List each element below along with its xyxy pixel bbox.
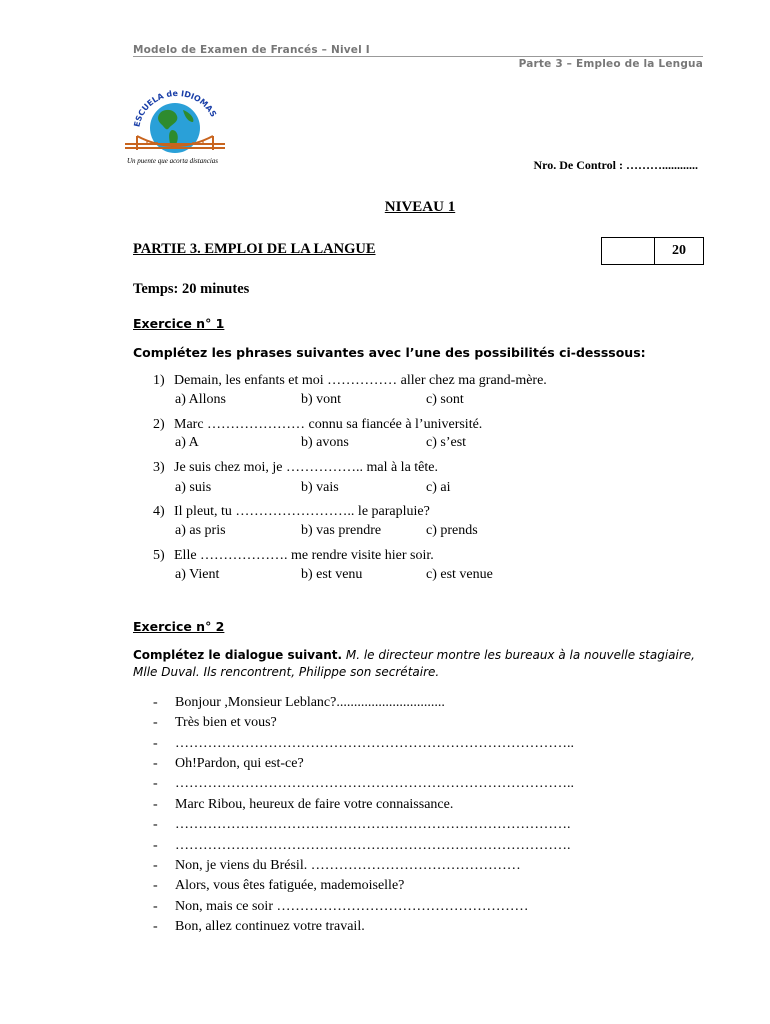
exercise-2-title: Exercice n° 2	[133, 619, 225, 634]
globe-bridge-icon	[117, 86, 233, 166]
question-number: 4)	[153, 504, 165, 519]
question-text: Il pleut, tu …………………….. le parapluie?	[174, 504, 430, 519]
option-b: b) vas prendre	[301, 523, 382, 538]
option-b: b) avons	[301, 435, 349, 450]
header-right: Parte 3 – Empleo de la Lengua	[518, 58, 703, 70]
question-number: 1)	[153, 373, 165, 388]
question-number: 2)	[153, 417, 165, 432]
school-logo	[117, 86, 233, 166]
score-box	[601, 237, 704, 265]
option-c: c) sont	[426, 392, 464, 407]
score-value: 20	[672, 243, 686, 258]
question-text: Demain, les enfants et moi …………… aller chez ma grand-mère.	[174, 373, 547, 388]
logo-tagline: Un puente que acorta distancias	[127, 157, 218, 165]
option-c: c) est venue	[426, 567, 493, 582]
section-title: PARTIE 3. EMPLOI DE LA LANGUE	[133, 241, 376, 257]
option-a: a) Vient	[175, 567, 220, 582]
logo-arc-text: ESCUELA de IDIOMAS	[132, 88, 219, 128]
exercise-1-instruction: Complétez les phrases suivantes avec l’une des possibilités ci-desssous:	[133, 345, 646, 360]
option-a: a) A	[175, 435, 199, 450]
instruction-bold: Complétez le dialogue suivant.	[133, 648, 343, 662]
option-a: a) Allons	[175, 392, 226, 407]
option-c: c) ai	[426, 480, 451, 495]
question-text: Marc ………………… connu sa fiancée à l’université.	[174, 417, 483, 432]
instruction-italic: M. le directeur montre les bureaux à la nouvelle stagiaire, Mlle Duval. Ils rencontrent, Philippe son secrétaire.	[133, 648, 695, 679]
exam-page: Modelo de Examen de Francés – Nivel I Parte 3 – Empleo de la Lengua ESCUELA de IDIOMAS Un puente que acorta distancias Nro. De Control : ………............ NIVEAU 1 PARTIE 3. EMPLOI DE LA LANGUE 20 Temps: 20 minutes Exercice n° 1 Complétez les phrases suivantes avec l’une des possibilités ci-desssous: 1) Demain, les enfants et moi …………… aller chez ma grand-mère. a) Allons b) vont c) sont 2) Marc ………………… connu sa fiancée à l’université. a) A b) avons c) s’est 3) Je suis chez moi, je …………….. mal à la tête. a) suis b) vais c) ai 4) Il pleut, tu …………………….. le parapluie? a) as pris b) vas prendre c) prends 5) Elle ………………. me rendre visite hier soir. a) Vient b) est venu c) est venue Exercice n° 2 Complétez le dialogue suivant. M. le directeur montre les bureaux à la nouvelle stagiaire, Mlle Duval. Ils rencontrent, Philippe son secrétaire. - Bonjour ,Monsieur Leblanc?............................... - Très bien et vous? - ………………………………………………………………………….. - Oh!Pardon, qui est-ce? - ………………………………………………………………………….. - Marc Ribou, heureux de faire votre connaissance. - …………………………………………………………………………. - …………………………………………………………………………. - Non, je viens du Brésil. ……………………………………… - Alors, vous êtes fatiguée, mademoiselle? - Non, mais ce soir ……………………………………………… - Bon, allez continuez votre travail.	[0, 0, 770, 1024]
question-text: Je suis chez moi, je …………….. mal à la tête.	[174, 460, 438, 475]
option-b: b) vais	[301, 480, 339, 495]
header-left: Modelo de Examen de Francés – Nivel I	[133, 44, 370, 56]
question-number: 3)	[153, 460, 165, 475]
header-rule	[133, 56, 703, 57]
time-allowed: Temps: 20 minutes	[133, 281, 250, 297]
option-c: c) s’est	[426, 435, 467, 450]
option-c: c) prends	[426, 523, 478, 538]
question-number: 5)	[153, 548, 165, 563]
question-text: Elle ………………. me rendre visite hier soir.	[174, 548, 434, 563]
exercise-2-instruction	[133, 647, 703, 681]
control-number: Nro. De Control : ………............	[533, 158, 698, 172]
page-title: NIVEAU 1	[384, 199, 456, 215]
option-a: a) suis	[175, 480, 212, 495]
option-a: a) as pris	[175, 523, 226, 538]
option-b: b) est venu	[301, 567, 363, 582]
exercise-1-title: Exercice n° 1	[133, 316, 225, 331]
option-b: b) vont	[301, 392, 342, 407]
